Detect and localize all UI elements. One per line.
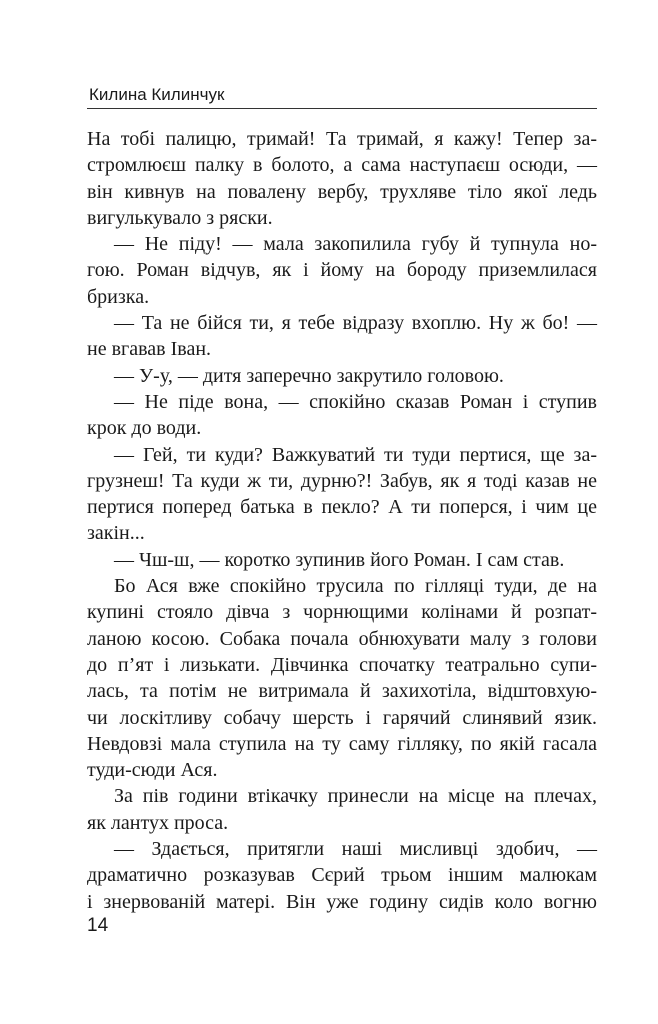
text-line: бризка. [87, 285, 150, 308]
page-body-text [87, 126, 597, 915]
text-line: до п’ят і лизькати. Дівчинка спочатку театрально супи- [87, 653, 597, 676]
author-name: Килина Килинчук [89, 85, 225, 104]
text-line: — Не піде вона, — спокійно сказав Роман і ступив [114, 390, 597, 413]
text-line: гою. Роман відчув, як і йому на бороду приземлилася [87, 259, 597, 282]
text-line: він кивнув на повалену вербу, трухляве тіло якої ледь [87, 180, 597, 203]
text-line: — Гей, ти куди? Важкуватий ти туди пертися, ще за- [114, 443, 597, 466]
text-line: Невдовзі мала ступила на ту саму гілляку, по якій гасала [87, 732, 597, 755]
text-line: Бо Ася вже спокійно трусила по гілляці туди, де на [114, 575, 597, 598]
text-line: стромлюєш палку в болото, а сама наступаєш осюди, — [87, 154, 597, 177]
text-line: драматично розказував Сєрий трьом іншим малюкам [87, 864, 597, 887]
text-line: купині стояло дівча з чорнющими колінами й розпат- [87, 601, 597, 624]
text-line: — Не піду! — мала закопилила губу й тупнула но- [114, 233, 597, 256]
text-line: пертися поперед батька в пекло? А ти поперся, і чим це [87, 496, 597, 519]
text-line: крок до води. [87, 417, 202, 440]
running-header [87, 86, 597, 109]
text-line: На тобі палицю, тримай! Та тримай, я кажу! Тепер за- [87, 128, 597, 150]
text-line: туди-сюди Ася. [87, 759, 218, 782]
page-number: 14 [87, 915, 109, 936]
text-line: грузнеш! Та куди ж ти, дурню?! Забув, як я тоді казав не [87, 469, 597, 492]
text-line: не вгавав Іван. [87, 338, 212, 361]
text-line: — Здається, притягли наші мисливці здобич, — [114, 838, 597, 861]
text-line: і знервованій матері. Він уже годину сидів коло вогню [87, 890, 597, 913]
text-line: — Та не бійся ти, я тебе відразу вхоплю. Ну ж бо! — [114, 312, 597, 335]
text-line: — Чш-ш, — коротко зупинив його Роман. І сам став. [114, 548, 565, 571]
text-line: — У-у, — дитя заперечно закрутило головою. [114, 364, 504, 387]
text-line: вигулькувало з ряски. [87, 206, 273, 229]
text-line: лась, та потім не витримала й захихотіла, відштовхую- [87, 680, 597, 703]
text-line: ланою косою. Собака почала обнюхувати малу з голови [87, 627, 597, 650]
text-line: За пів години втікачку принесли на місце на плечах, [114, 785, 597, 808]
text-line: як лантух проса. [87, 811, 229, 834]
text-line: чи лоскітливу собачу шерсть і гарячий слинявий язик. [87, 706, 597, 729]
text-line: закін... [87, 522, 145, 545]
